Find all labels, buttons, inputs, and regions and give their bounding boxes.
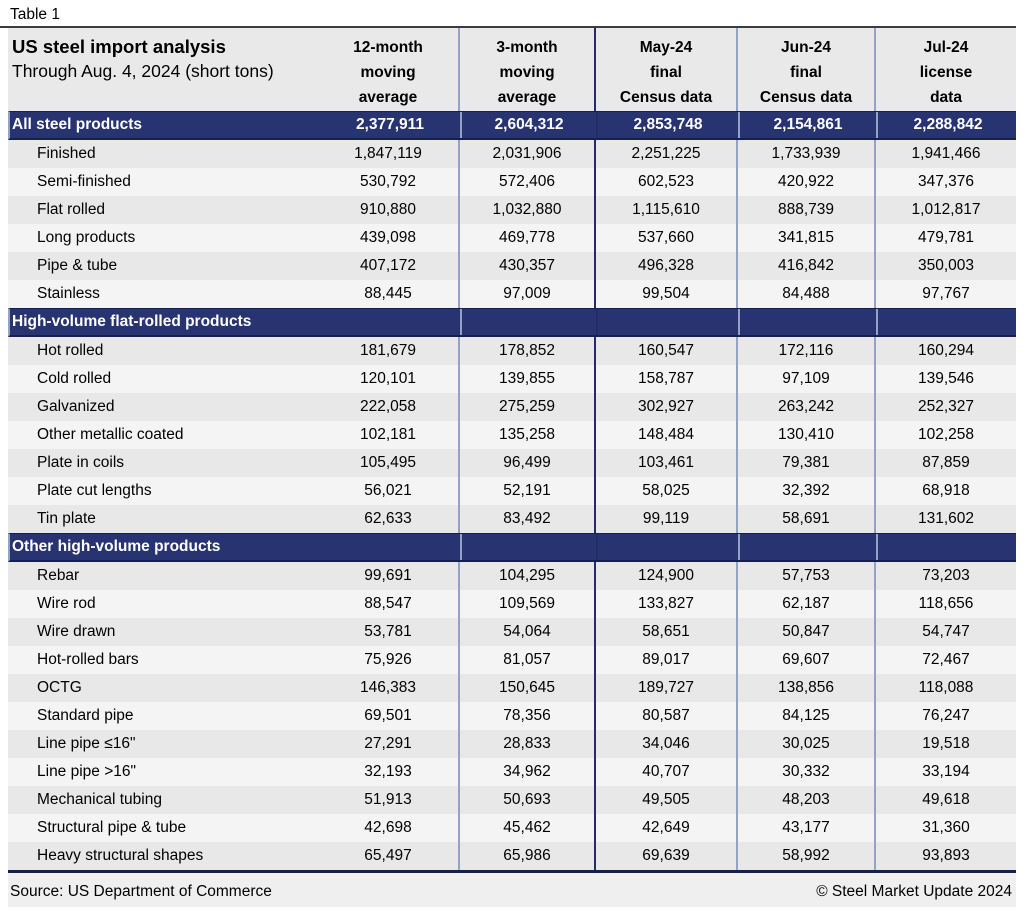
cell-value: 160,547 — [594, 337, 736, 365]
table-row — [8, 814, 1016, 842]
cell-value: 81,057 — [458, 646, 594, 674]
cell-value: 888,739 — [736, 196, 874, 224]
row-label: Galvanized — [37, 398, 115, 415]
section-total-value: 2,604,312 — [460, 112, 596, 138]
cell-value: 118,656 — [874, 590, 1016, 618]
cell-value: 32,392 — [736, 477, 874, 505]
cell-value: 135,258 — [458, 421, 594, 449]
steel-import-table — [8, 28, 1016, 873]
cell-value: 54,747 — [874, 618, 1016, 646]
cell-value: 65,986 — [458, 842, 594, 870]
row-label: Line pipe >16" — [37, 763, 137, 780]
cell-value: 52,191 — [458, 477, 594, 505]
cell-value: 54,064 — [458, 618, 594, 646]
cell-value: 1,032,880 — [458, 196, 594, 224]
cell-value: 104,295 — [458, 562, 594, 590]
table-row — [8, 842, 1016, 870]
cell-value: 32,193 — [364, 763, 412, 780]
column-header-line: moving — [360, 64, 416, 81]
cell-value: 30,025 — [736, 730, 874, 758]
cell-value: 68,918 — [874, 477, 1016, 505]
cell-value: 350,003 — [874, 252, 1016, 280]
table-row — [8, 421, 1016, 449]
cell-value: 31,360 — [874, 814, 1016, 842]
section-total-value — [738, 309, 876, 335]
cell-value: 131,602 — [874, 505, 1016, 533]
cell-value: 88,547 — [364, 595, 412, 612]
cell-value: 88,445 — [364, 285, 412, 302]
row-label: Finished — [37, 145, 96, 162]
table-row — [8, 758, 1016, 786]
cell-value: 530,792 — [359, 173, 417, 190]
row-label: Other metallic coated — [37, 426, 184, 443]
table-row — [8, 337, 1016, 365]
column-header-line: Jul-24 — [923, 39, 969, 56]
cell-value: 93,893 — [874, 842, 1016, 870]
row-label: Mechanical tubing — [37, 791, 162, 808]
row-label: Tin plate — [37, 510, 96, 527]
cell-value: 120,101 — [359, 370, 417, 387]
column-header-line: Jun-24 — [781, 39, 831, 56]
cell-value: 181,679 — [359, 342, 417, 359]
cell-value: 42,698 — [364, 819, 412, 836]
cell-value: 178,852 — [458, 337, 594, 365]
row-label: OCTG — [37, 679, 82, 696]
cell-value: 263,242 — [736, 393, 874, 421]
section-total-value: 2,288,842 — [876, 112, 1018, 138]
cell-value: 80,587 — [594, 702, 736, 730]
copyright-note: © Steel Market Update 2024 — [816, 883, 1012, 900]
row-label: Flat rolled — [37, 201, 106, 218]
section-label: Other high-volume products — [12, 538, 221, 555]
cell-value: 910,880 — [359, 201, 417, 218]
cell-value: 96,499 — [458, 449, 594, 477]
column-header-line: average — [497, 89, 557, 106]
cell-value: 49,618 — [874, 786, 1016, 814]
section-total-value — [320, 534, 460, 560]
table-row — [8, 786, 1016, 814]
column-header-line: May-24 — [639, 39, 693, 56]
cell-value: 65,497 — [364, 847, 412, 864]
cell-value: 97,109 — [736, 365, 874, 393]
row-label: Wire drawn — [37, 623, 116, 640]
cell-value: 69,639 — [594, 842, 736, 870]
cell-value: 158,787 — [594, 365, 736, 393]
cell-value: 28,833 — [458, 730, 594, 758]
column-header — [318, 28, 458, 111]
header-row — [8, 28, 1016, 111]
cell-value: 275,259 — [458, 393, 594, 421]
table-row — [8, 393, 1016, 421]
column-header-line: license — [919, 64, 973, 81]
table-row — [8, 590, 1016, 618]
cell-value: 430,357 — [458, 252, 594, 280]
cell-value: 102,258 — [874, 421, 1016, 449]
cell-value: 50,693 — [458, 786, 594, 814]
cell-value: 58,025 — [594, 477, 736, 505]
row-label: Standard pipe — [37, 707, 134, 724]
cell-value: 40,707 — [594, 758, 736, 786]
table-subtitle: Through Aug. 4, 2024 (short tons) — [12, 61, 274, 81]
section-total-value — [460, 534, 596, 560]
cell-value: 150,645 — [458, 674, 594, 702]
table-row — [8, 196, 1016, 224]
cell-value: 341,815 — [736, 224, 874, 252]
cell-value: 49,505 — [594, 786, 736, 814]
cell-value: 105,495 — [359, 454, 417, 471]
row-label: Plate in coils — [37, 454, 125, 471]
cell-value: 76,247 — [874, 702, 1016, 730]
cell-value: 34,962 — [458, 758, 594, 786]
column-header-line: average — [358, 89, 418, 106]
table-title: US steel import analysis — [12, 36, 226, 57]
cell-value: 62,633 — [364, 510, 412, 527]
cell-value: 130,410 — [736, 421, 874, 449]
column-header — [594, 28, 736, 111]
row-label: Wire rod — [37, 595, 96, 612]
cell-value: 1,941,466 — [874, 140, 1016, 168]
section-total-value — [320, 309, 460, 335]
section-header-row — [8, 308, 1016, 337]
cell-value: 48,203 — [736, 786, 874, 814]
table-row — [8, 168, 1016, 196]
table-row — [8, 562, 1016, 590]
cell-value: 45,462 — [458, 814, 594, 842]
table-footer — [8, 873, 1016, 907]
column-header — [458, 28, 594, 111]
section-total-value: 2,853,748 — [596, 112, 738, 138]
cell-value: 53,781 — [364, 623, 412, 640]
column-header-line: 3-month — [496, 39, 558, 56]
cell-value: 189,727 — [594, 674, 736, 702]
table-row — [8, 280, 1016, 308]
cell-value: 439,098 — [359, 229, 417, 246]
cell-value: 1,733,939 — [736, 140, 874, 168]
cell-value: 602,523 — [594, 168, 736, 196]
cell-value: 42,649 — [594, 814, 736, 842]
cell-value: 148,484 — [594, 421, 736, 449]
cell-value: 83,492 — [458, 505, 594, 533]
section-total-value — [460, 309, 596, 335]
row-label: Plate cut lengths — [37, 482, 152, 499]
cell-value: 172,116 — [736, 337, 874, 365]
source-note: Source: US Department of Commerce — [10, 883, 272, 900]
cell-value: 87,859 — [874, 449, 1016, 477]
cell-value: 89,017 — [594, 646, 736, 674]
section-total-value — [876, 534, 1018, 560]
cell-value: 72,467 — [874, 646, 1016, 674]
section-header-row — [8, 111, 1016, 140]
cell-value: 302,927 — [594, 393, 736, 421]
table-title-block — [8, 28, 318, 111]
table-row — [8, 674, 1016, 702]
cell-value: 479,781 — [874, 224, 1016, 252]
row-label: Pipe & tube — [37, 257, 118, 274]
section-total-value: 2,154,861 — [738, 112, 876, 138]
cell-value: 75,926 — [364, 651, 412, 668]
cell-value: 58,992 — [736, 842, 874, 870]
table-body — [8, 111, 1016, 870]
row-label: Long products — [37, 229, 136, 246]
cell-value: 138,856 — [736, 674, 874, 702]
row-label: Heavy structural shapes — [37, 847, 204, 864]
cell-value: 84,125 — [736, 702, 874, 730]
row-label: Hot rolled — [37, 342, 104, 359]
cell-value: 69,607 — [736, 646, 874, 674]
cell-value: 1,012,817 — [874, 196, 1016, 224]
cell-value: 78,356 — [458, 702, 594, 730]
cell-value: 27,291 — [364, 735, 412, 752]
column-header-line: Census data — [759, 89, 853, 106]
section-total-value — [876, 309, 1018, 335]
cell-value: 97,767 — [874, 280, 1016, 308]
column-header-line: 12-month — [353, 39, 423, 56]
table-row — [8, 365, 1016, 393]
cell-value: 99,504 — [594, 280, 736, 308]
row-label: Cold rolled — [37, 370, 112, 387]
cell-value: 79,381 — [736, 449, 874, 477]
cell-value: 56,021 — [364, 482, 412, 499]
cell-value: 51,913 — [364, 791, 412, 808]
cell-value: 1,115,610 — [594, 196, 736, 224]
table-row — [8, 646, 1016, 674]
cell-value: 469,778 — [458, 224, 594, 252]
row-label: Hot-rolled bars — [37, 651, 139, 668]
column-header-line: moving — [499, 64, 555, 81]
cell-value: 133,827 — [594, 590, 736, 618]
cell-value: 58,691 — [736, 505, 874, 533]
cell-value: 30,332 — [736, 758, 874, 786]
cell-value: 73,203 — [874, 562, 1016, 590]
cell-value: 496,328 — [594, 252, 736, 280]
column-header — [736, 28, 874, 111]
table-row — [8, 252, 1016, 280]
cell-value: 416,842 — [736, 252, 874, 280]
table-row — [8, 477, 1016, 505]
cell-value: 2,251,225 — [594, 140, 736, 168]
table-row — [8, 730, 1016, 758]
cell-value: 102,181 — [359, 426, 417, 443]
table-row — [8, 140, 1016, 168]
column-header-line: final — [790, 64, 822, 81]
cell-value: 537,660 — [594, 224, 736, 252]
section-total-value — [596, 534, 738, 560]
row-label: Rebar — [37, 567, 80, 584]
cell-value: 33,194 — [874, 758, 1016, 786]
cell-value: 34,046 — [594, 730, 736, 758]
section-label: High-volume flat-rolled products — [12, 313, 252, 330]
row-label: Semi-finished — [37, 173, 131, 190]
cell-value: 252,327 — [874, 393, 1016, 421]
cell-value: 58,651 — [594, 618, 736, 646]
cell-value: 124,900 — [594, 562, 736, 590]
row-label: Stainless — [37, 285, 100, 302]
cell-value: 43,177 — [736, 814, 874, 842]
cell-value: 118,088 — [874, 674, 1016, 702]
cell-value: 57,753 — [736, 562, 874, 590]
cell-value: 99,119 — [594, 505, 736, 533]
cell-value: 69,501 — [364, 707, 412, 724]
section-label: All steel products — [12, 116, 143, 133]
table-row — [8, 702, 1016, 730]
table-row — [8, 224, 1016, 252]
cell-value: 139,546 — [874, 365, 1016, 393]
cell-value: 146,383 — [359, 679, 417, 696]
cell-value: 62,187 — [736, 590, 874, 618]
column-header — [874, 28, 1016, 111]
cell-value: 347,376 — [874, 168, 1016, 196]
cell-value: 19,518 — [874, 730, 1016, 758]
cell-value: 50,847 — [736, 618, 874, 646]
section-total-value — [738, 534, 876, 560]
row-label: Line pipe ≤16" — [37, 735, 136, 752]
cell-value: 109,569 — [458, 590, 594, 618]
cell-value: 1,847,119 — [354, 145, 422, 162]
section-total-value — [596, 309, 738, 335]
cell-value: 222,058 — [359, 398, 417, 415]
cell-value: 139,855 — [458, 365, 594, 393]
column-header-line: Census data — [619, 89, 713, 106]
table-row — [8, 505, 1016, 533]
cell-value: 103,461 — [594, 449, 736, 477]
table-row — [8, 618, 1016, 646]
column-header-line: final — [650, 64, 682, 81]
cell-value: 84,488 — [736, 280, 874, 308]
section-total-value: 2,377,911 — [355, 116, 425, 133]
table-row — [8, 449, 1016, 477]
cell-value: 99,691 — [364, 567, 412, 584]
cell-value: 420,922 — [736, 168, 874, 196]
column-header-line: data — [930, 89, 962, 106]
cell-value: 2,031,906 — [458, 140, 594, 168]
cell-value: 572,406 — [458, 168, 594, 196]
cell-value: 407,172 — [359, 257, 417, 274]
cell-value: 160,294 — [874, 337, 1016, 365]
section-header-row — [8, 533, 1016, 562]
table-number-label: Table 1 — [10, 6, 60, 23]
row-label: Structural pipe & tube — [37, 819, 187, 836]
cell-value: 97,009 — [458, 280, 594, 308]
